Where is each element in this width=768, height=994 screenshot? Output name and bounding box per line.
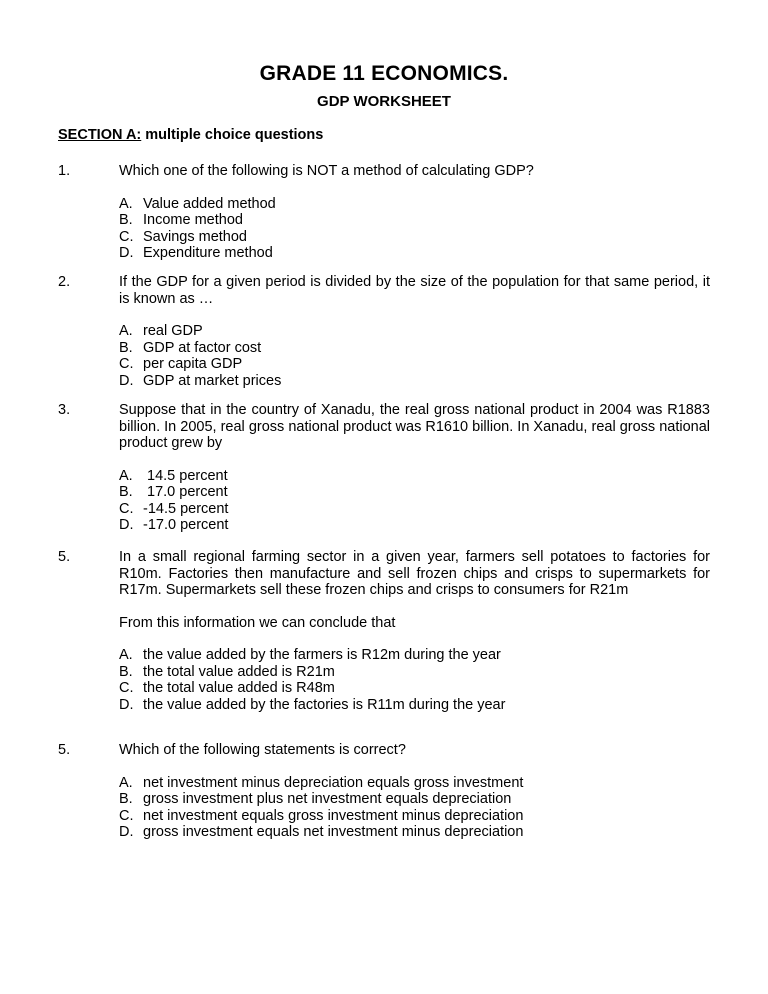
option-letter: D. <box>119 517 134 533</box>
option-c <box>119 501 710 518</box>
question-number: 3. <box>58 402 71 418</box>
option-d <box>119 517 710 534</box>
option-text: the total value added is R48m <box>143 680 335 696</box>
option-text: -17.0 percent <box>143 517 229 533</box>
option-text: the value added by the factories is R11m during the year <box>143 696 506 713</box>
option-text: real GDP <box>143 323 203 339</box>
option-letter: B. <box>119 484 133 500</box>
question-number: 5. <box>58 549 71 565</box>
option-letter: C. <box>119 228 134 245</box>
option-text: GDP at factor cost <box>143 339 262 356</box>
option-letter: C. <box>119 807 134 824</box>
option-text: net investment minus depreciation equals gross investment <box>143 774 524 791</box>
option-letter: A. <box>119 647 133 663</box>
option-letter: C. <box>119 500 134 517</box>
option-text: net investment equals gross investment minus depreciation <box>143 807 524 824</box>
option-text: gross investment equals net investment minus depreciation <box>143 824 524 840</box>
option-c <box>119 356 710 373</box>
option-text: 17.0 percent <box>143 484 228 500</box>
options-list <box>119 775 710 841</box>
option-letter: C. <box>119 356 134 372</box>
option-text: Expenditure method <box>143 245 273 261</box>
section-label: SECTION A: <box>58 127 142 143</box>
question-5 <box>58 742 710 841</box>
question-text: Suppose that in the country of Xanadu, the real gross national product in 2004 was R1883 billion. In 2005, real gross national product was R1610 billion. In Xanadu, real gross national product grew by <box>119 402 710 451</box>
section-heading <box>58 127 323 143</box>
option-text: per capita GDP <box>143 356 243 372</box>
options-list <box>119 647 710 713</box>
question-number: 1. <box>58 163 71 179</box>
option-letter: B. <box>119 663 133 680</box>
option-a <box>119 196 710 213</box>
question-text: Which one of the following is NOT a method of calculating GDP? <box>119 163 534 179</box>
section-description: multiple choice questions <box>141 127 324 143</box>
option-b <box>119 340 710 357</box>
option-b <box>119 212 710 229</box>
question-2 <box>58 274 710 389</box>
option-d <box>119 824 710 841</box>
option-d <box>119 697 710 714</box>
option-b <box>119 484 710 501</box>
option-letter: B. <box>119 791 133 807</box>
question-text: If the GDP for a given period is divided by the size of the population for that same period, it is known as … <box>119 274 710 307</box>
question-number: 5. <box>58 742 71 758</box>
option-d <box>119 245 710 262</box>
question-4 <box>58 549 710 713</box>
option-a <box>119 647 710 664</box>
option-text: Income method <box>143 212 243 228</box>
option-text: the total value added is R21m <box>143 663 335 680</box>
option-letter: D. <box>119 245 134 261</box>
option-letter: D. <box>119 824 134 840</box>
question-text: Which of the following statements is correct? <box>119 742 406 758</box>
option-text: the value added by the farmers is R12m during the year <box>143 647 501 663</box>
option-a <box>119 468 710 485</box>
option-text: GDP at market prices <box>143 372 282 389</box>
option-letter: D. <box>119 372 134 389</box>
option-c <box>119 229 710 246</box>
option-c <box>119 680 710 697</box>
option-letter: B. <box>119 212 133 228</box>
options-list <box>119 196 710 262</box>
option-letter: C. <box>119 680 134 696</box>
question-number: 2. <box>58 274 71 290</box>
question-text: In a small regional farming sector in a given year, farmers sell potatoes to factories for R10m. Factories then manufacture and sell frozen chips and crisps to supermarkets for R17m. Supermarkets sell these frozen chips and crisps to consumers for R21m <box>119 549 710 598</box>
question-1 <box>58 163 710 262</box>
option-a <box>119 775 710 792</box>
option-text: 14.5 percent <box>143 467 228 484</box>
option-letter: A. <box>119 774 133 791</box>
option-text: gross investment plus net investment equals depreciation <box>143 791 512 807</box>
option-a <box>119 323 710 340</box>
option-d <box>119 373 710 390</box>
option-letter: B. <box>119 339 133 356</box>
option-b <box>119 791 710 808</box>
option-letter: A. <box>119 323 133 339</box>
question-lead-in: From this information we can conclude that <box>119 614 396 631</box>
question-3 <box>58 402 710 534</box>
worksheet-subtitle: GDP WORKSHEET <box>317 93 451 110</box>
option-text: -14.5 percent <box>143 500 229 517</box>
option-text: Value added method <box>143 195 276 212</box>
option-letter: A. <box>119 467 133 484</box>
option-c <box>119 808 710 825</box>
option-letter: A. <box>119 195 133 212</box>
options-list <box>119 468 710 534</box>
option-b <box>119 664 710 681</box>
option-text: Savings method <box>143 228 247 245</box>
worksheet-title: GRADE 11 ECONOMICS. <box>259 62 509 85</box>
option-letter: D. <box>119 696 134 713</box>
options-list <box>119 323 710 389</box>
